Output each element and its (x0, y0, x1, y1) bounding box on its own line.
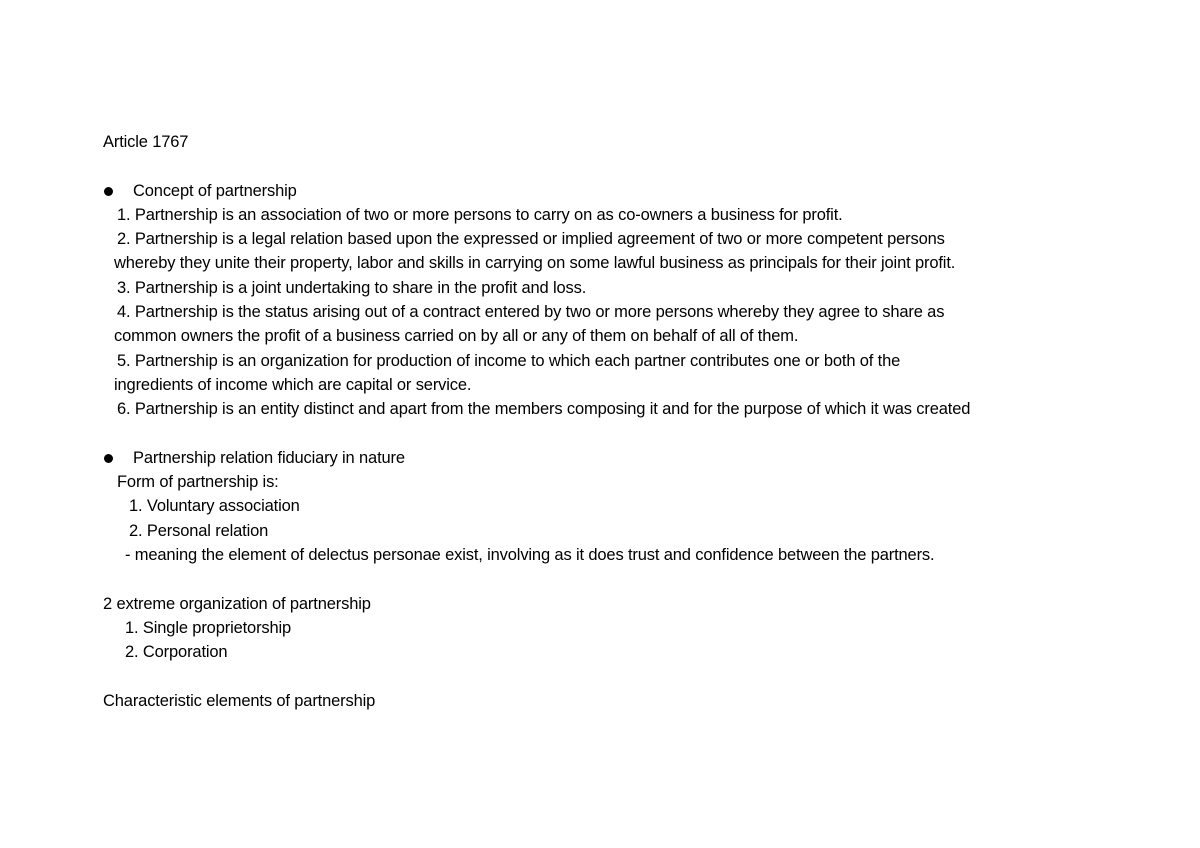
bullet-concept (103, 179, 1103, 203)
spacer (103, 567, 1103, 591)
note-text: - meaning the element of delectus personae exist, involving as it does trust and confidence between the partners. (125, 546, 935, 565)
article-title: Article 1767 (103, 133, 189, 151)
section-heading-characteristics: Characteristic elements of partnership (103, 691, 376, 710)
spacer (103, 422, 1103, 446)
section-heading-fiduciary: Partnership relation fiduciary in nature (133, 448, 405, 467)
list-item: 6. Partnership is an entity distinct and apart from the members composing it and for the purpose of which it was created (117, 400, 971, 419)
list-item: ingredients of income which are capital or service. (114, 375, 472, 394)
list-item: whereby they unite their property, labor and skills in carrying on some lawful business as principals for their joint profit. (114, 254, 956, 273)
list-item: 1. Voluntary association (129, 497, 300, 516)
form-label: Form of partnership is: (117, 473, 279, 492)
spacer (103, 665, 1103, 689)
list-item: 4. Partnership is the status arising out of a contract entered by two or more persons whereby they agree to share as (117, 303, 945, 322)
section-heading-concept: Concept of partnership (133, 181, 297, 200)
list-item: 5. Partnership is an organization for production of income to which each partner contributes one or both of the (117, 351, 901, 370)
list-item: common owners the profit of a business carried on by all or any of them on behalf of all of them. (114, 327, 799, 346)
bullet-icon (104, 454, 113, 463)
list-item: 2. Corporation (125, 643, 228, 662)
list-item: 3. Partnership is a joint undertaking to share in the profit and loss. (117, 278, 587, 297)
section-heading-extreme: 2 extreme organization of partnership (103, 594, 371, 613)
document-body (103, 130, 1103, 713)
bullet-fiduciary (103, 446, 1103, 470)
bullet-icon (104, 187, 113, 196)
list-item: 1. Single proprietorship (125, 618, 292, 637)
spacer (103, 154, 1103, 178)
list-item: 2. Personal relation (129, 521, 269, 540)
list-item: 1. Partnership is an association of two or more persons to carry on as co-owners a business for profit. (117, 205, 843, 224)
list-item: 2. Partnership is a legal relation based upon the expressed or implied agreement of two or more competent persons (117, 230, 945, 249)
